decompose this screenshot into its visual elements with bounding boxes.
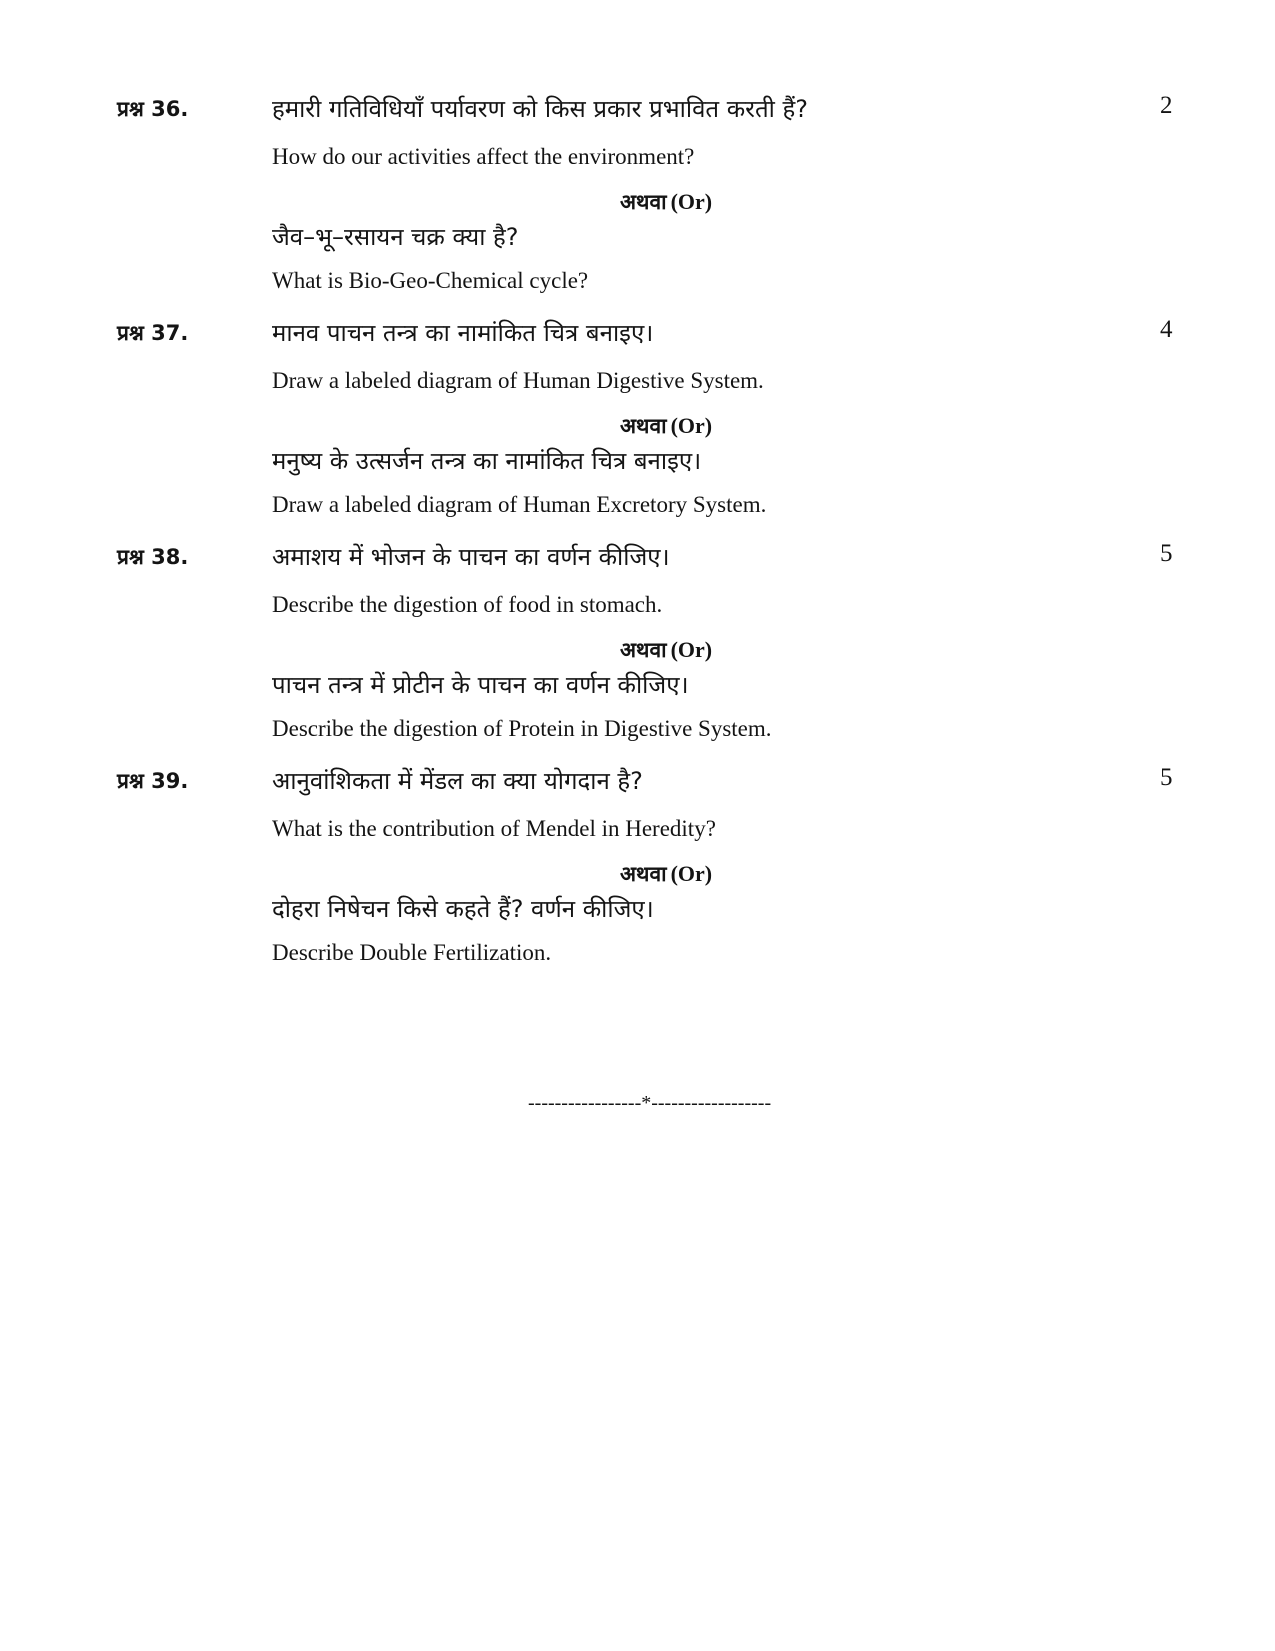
or-english: (Or): [670, 413, 713, 438]
or-hindi: अथवा: [620, 638, 667, 662]
end-of-paper-marker: -----------------*------------------: [528, 1092, 772, 1114]
question-text-hindi: हमारी गतिविधियाँ पर्यावरण को किस प्रकार प्रभावित करती हैं?: [272, 95, 808, 123]
or-separator: [620, 860, 712, 888]
question-text-english: Describe the digestion of food in stomach.: [272, 592, 663, 617]
or-english: (Or): [670, 189, 713, 214]
question-text-hindi: मानव पाचन तन्त्र का नामांकित चित्र बनाइए।: [272, 319, 654, 347]
alternate-question-hindi: दोहरा निषेचन किसे कहते हैं? वर्णन कीजिए।: [272, 895, 654, 923]
question-marks: 4: [1160, 316, 1173, 343]
alternate-question-english: Draw a labeled diagram of Human Excretory System.: [272, 492, 767, 517]
alternate-question-hindi: पाचन तन्त्र में प्रोटीन के पाचन का वर्णन कीजिए।: [272, 671, 689, 699]
question-marks: 2: [1160, 92, 1173, 119]
or-english: (Or): [670, 637, 713, 662]
or-separator: [620, 412, 712, 440]
question-number: प्रश्न 37.: [117, 321, 189, 345]
or-english: (Or): [670, 861, 713, 886]
or-separator: [620, 636, 712, 664]
alternate-question-english: Describe Double Fertilization.: [272, 940, 552, 965]
question-text-english: Draw a labeled diagram of Human Digestive System.: [272, 368, 764, 393]
or-separator: [620, 188, 712, 216]
or-hindi: अथवा: [620, 414, 667, 438]
question-number: प्रश्न 38.: [117, 545, 189, 569]
question-text-english: What is the contribution of Mendel in Heredity?: [272, 816, 716, 841]
or-hindi: अथवा: [620, 862, 667, 886]
question-marks: 5: [1160, 540, 1173, 567]
alternate-question-hindi: मनुष्य के उत्सर्जन तन्त्र का नामांकित चित्र बनाइए।: [272, 447, 702, 475]
question-number: प्रश्न 39.: [117, 769, 189, 793]
question-text-hindi: आनुवांशिकता में मेंडल का क्या योगदान है?: [272, 767, 643, 795]
question-text-english: How do our activities affect the environment?: [272, 144, 695, 169]
alternate-question-hindi: जैव–भू–रसायन चक्र क्या है?: [272, 223, 519, 251]
question-marks: 5: [1160, 764, 1173, 791]
alternate-question-english: Describe the digestion of Protein in Digestive System.: [272, 716, 772, 741]
question-text-hindi: अमाशय में भोजन के पाचन का वर्णन कीजिए।: [272, 543, 670, 571]
question-number: प्रश्न 36.: [117, 97, 189, 121]
alternate-question-english: What is Bio-Geo-Chemical cycle?: [272, 268, 589, 293]
or-hindi: अथवा: [620, 190, 667, 214]
